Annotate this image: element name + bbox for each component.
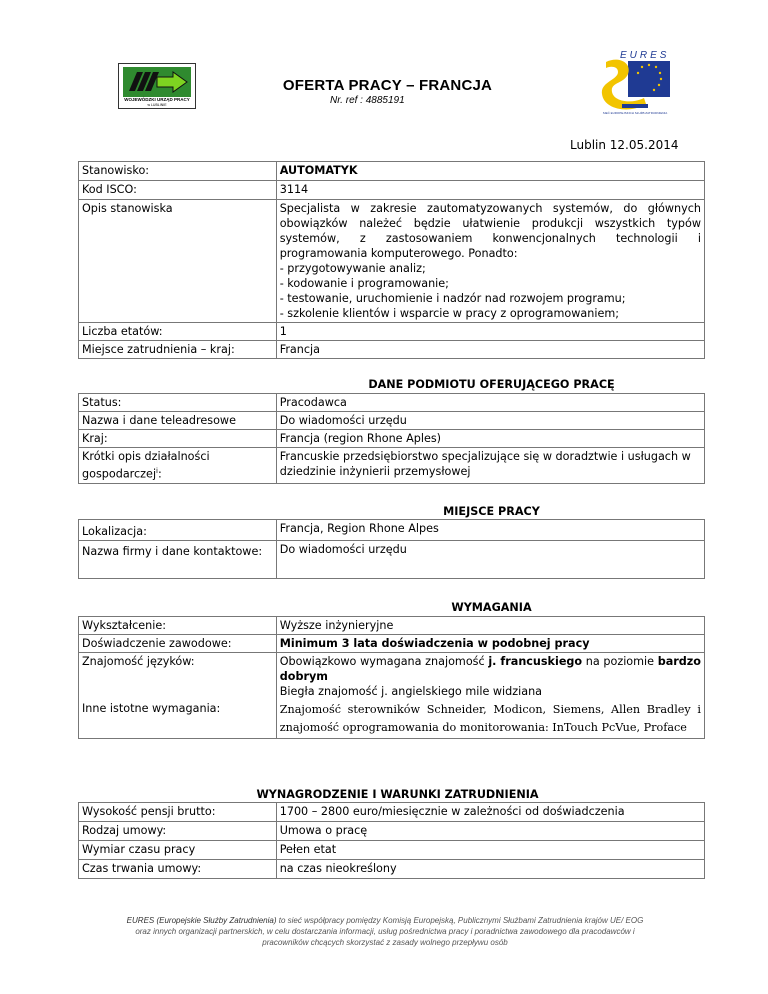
- inne-value: Znajomość sterowników Schneider, Modicon, Siemens, Allen Bradley i znajomość oprogramowania do monitorowania: InTouch PcVue, Proface: [276, 700, 704, 739]
- jezyki-text: Obowiązkowo wymagana znajomość: [279, 655, 489, 668]
- czas-value: na czas nieokreślony: [276, 860, 704, 879]
- jezyki-bold: j. francuskiego: [488, 655, 583, 668]
- table-row: [79, 448, 705, 484]
- wup-logo: [118, 63, 196, 109]
- table-row: [79, 635, 705, 653]
- wup-logo-graphic: [123, 67, 191, 97]
- eures-logo-letters: EURES: [620, 50, 670, 61]
- footer-lead: EURES (Europejskie Służby Zatrudnienia): [126, 916, 277, 925]
- isco-value: 3114: [276, 181, 704, 200]
- umowa-value: Umowa o pracę: [276, 822, 704, 841]
- dzialalnosc-value: Francuskie przedsiębiorstwo specjalizujące się w doradztwie i usługach w dziedzinie inżynierii przemysłowej: [276, 448, 704, 484]
- table-row: [79, 700, 705, 739]
- place-table: [78, 519, 705, 579]
- pensja-value: 1700 – 2800 euro/miesięcznie w zależności od doświadczenia: [276, 803, 704, 822]
- lokalizacja-value: Francja, Region Rhone Alpes: [276, 520, 704, 541]
- opis-item: - szkolenie klientów i wsparcie w pracy z oprogramowaniem;: [279, 307, 620, 320]
- table-row: [79, 412, 705, 430]
- footnote-marker: i: [156, 467, 158, 475]
- lokalizacja-label: Lokalizacja:: [79, 520, 277, 541]
- umowa-label: Rodzaj umowy:: [79, 822, 277, 841]
- opis-intro: Specjalista w zakresie zautomatyzowanych systemów, do głównych obowiązków należeć będzie ułatwienie produkcji wszystkich typów systemów, z zastosowaniem konwencjonalnych technologii i programowania komputerowego. Ponadto:: [279, 202, 701, 260]
- jezyki-text: na poziomie: [582, 655, 658, 668]
- table-row: [79, 860, 705, 879]
- jezyki-english: Biegła znajomość j. angielskiego mile widziana: [279, 685, 543, 698]
- eures-logo: [588, 48, 683, 118]
- footer-text: to sieć współpracy pomiędzy Komisją Europejską, Publicznymi Służbami Zatrudnienia krajów UE/ EOG: [276, 916, 644, 925]
- kraj-value: Francja: [276, 341, 704, 359]
- footer-line: pracowników chcących skorzystać z zasady wolnego przepływu osób: [262, 938, 508, 947]
- employer-heading: DANE PODMIOTU OFERUJĄCEGO PRACĘ: [368, 378, 615, 391]
- footer-line: oraz innych organizacji partnerskich, w celu dostarczania informacji, usług pośrednictwa pracy i poradnictwa zawodowego dla pracodawców i: [135, 927, 635, 936]
- table-row: [79, 181, 705, 200]
- nazwa-value: Do wiadomości urzędu: [276, 412, 704, 430]
- dzialalnosc-label-text: Krótki opis działalności gospodarczej: [82, 450, 210, 481]
- table-row: [79, 430, 705, 448]
- table-row: [79, 394, 705, 412]
- opis-item: - kodowanie i programowanie;: [279, 277, 449, 290]
- isco-label: Kod ISCO:: [79, 181, 277, 200]
- firma-value: Do wiadomości urzędu: [276, 541, 704, 579]
- job-table: [78, 161, 705, 359]
- doswiadczenie-label: Doświadczenie zawodowe:: [79, 635, 277, 653]
- employer-table: [78, 393, 705, 484]
- employer-kraj-label: Kraj:: [79, 430, 277, 448]
- table-row: [79, 323, 705, 341]
- salary-heading: WYNAGRODZENIE I WARUNKI ZATRUDNIENIA: [256, 788, 539, 801]
- requirements-heading: WYMAGANIA: [451, 601, 532, 614]
- stanowisko-label: Stanowisko:: [79, 162, 277, 181]
- table-row: [79, 841, 705, 860]
- document-date: Lublin 12.05.2014: [570, 138, 679, 152]
- wyksztalcenie-label: Wykształcenie:: [79, 617, 277, 635]
- opis-label: Opis stanowiska: [79, 200, 277, 323]
- wyksztalcenie-value: Wyższe inżynieryjne: [276, 617, 704, 635]
- nazwa-label: Nazwa i dane teleadresowe: [79, 412, 277, 430]
- eures-logo-tagline: SIEĆ EUROPEJSKICH SŁUŻB ZATRUDNIENIA: [602, 111, 668, 115]
- eures-logo-graphic: [588, 48, 683, 118]
- arrow-icon: [123, 67, 191, 97]
- table-row: [79, 520, 705, 541]
- wup-logo-caption: WOJEWÓDZKI URZĄD PRACY: [124, 97, 190, 102]
- czas-label: Czas trwania umowy:: [79, 860, 277, 879]
- wymiar-value: Pełen etat: [276, 841, 704, 860]
- requirements-table: [78, 616, 705, 739]
- doswiadczenie-value: Minimum 3 lata doświadczenia w podobnej pracy: [276, 635, 704, 653]
- jezyki-french: [280, 654, 701, 684]
- wup-logo-subcaption: w LUBLINIE: [147, 103, 167, 107]
- etaty-label: Liczba etatów:: [79, 323, 277, 341]
- status-label: Status:: [79, 394, 277, 412]
- table-row: [79, 617, 705, 635]
- footer-line: [80, 915, 690, 926]
- jezyki-value: [276, 653, 704, 701]
- opis-item: - testowanie, uruchomienie i nadzór nad rozwojem programu;: [279, 292, 626, 305]
- page-title: OFERTA PRACY – FRANCJA: [282, 77, 493, 94]
- opis-item: - przygotowywanie analiz;: [279, 262, 426, 275]
- kraj-label: Miejsce zatrudnienia – kraj:: [79, 341, 277, 359]
- employer-kraj-value: Francja (region Rhone Aples): [276, 430, 704, 448]
- pensja-label: Wysokość pensji brutto:: [79, 803, 277, 822]
- dzialalnosc-label: Krótki opis działalności gospodarczej$^i$:: [79, 448, 277, 484]
- firma-label: Nazwa firmy i dane kontaktowe:: [79, 541, 277, 579]
- reference-number: Nr. ref : 4885191: [330, 95, 405, 106]
- opis-value: [276, 200, 704, 323]
- jezyki-label: Znajomość języków:: [79, 653, 277, 701]
- jezyki-bold: bardzo dobrym: [279, 655, 701, 683]
- stanowisko-value: AUTOMATYK: [276, 162, 704, 181]
- table-row: [79, 200, 705, 323]
- table-row: [79, 341, 705, 359]
- table-row: [79, 653, 705, 701]
- etaty-value: 1: [276, 323, 704, 341]
- salary-table: [78, 802, 705, 879]
- inne-label: Inne istotne wymagania:: [79, 700, 277, 739]
- table-row: [79, 822, 705, 841]
- wymiar-label: Wymiar czasu pracy: [79, 841, 277, 860]
- table-row: [79, 803, 705, 822]
- status-value: Pracodawca: [276, 394, 704, 412]
- place-heading: MIEJSCE PRACY: [443, 505, 540, 518]
- table-row: [79, 541, 705, 579]
- footer-note: [80, 915, 690, 948]
- table-row: [79, 162, 705, 181]
